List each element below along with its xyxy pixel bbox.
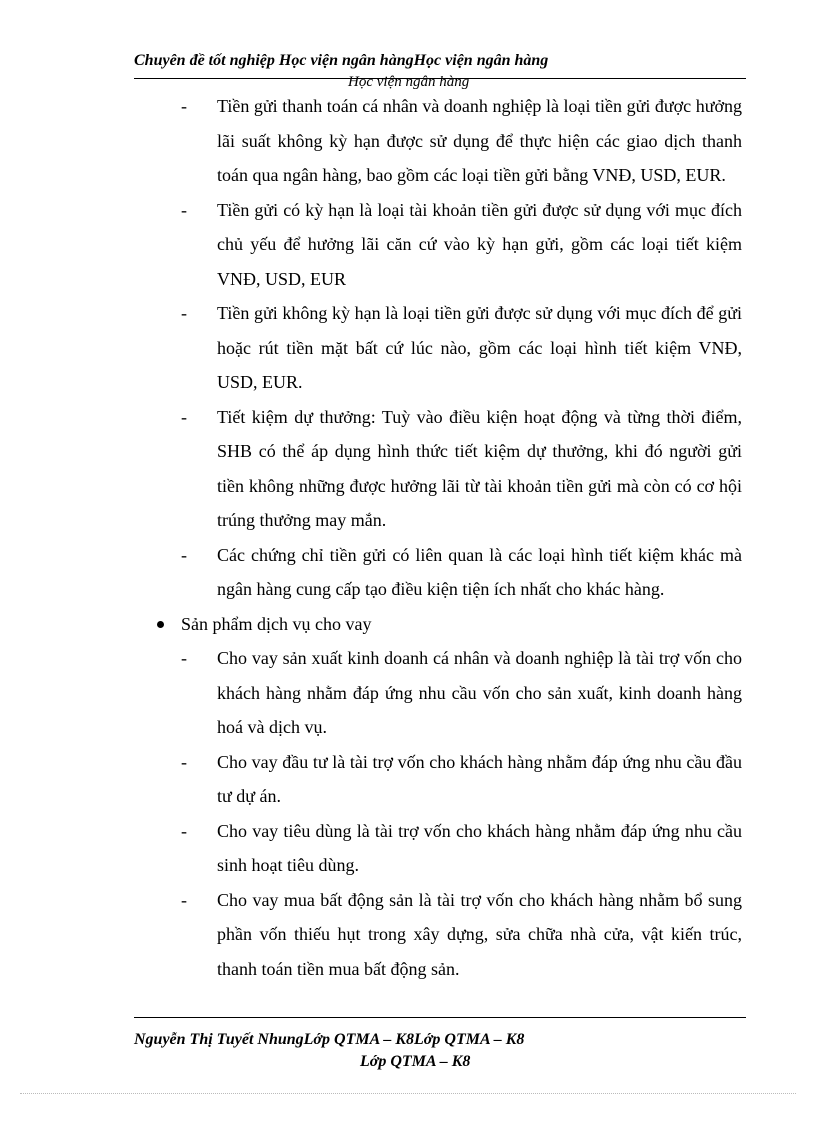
dash-marker: - bbox=[181, 199, 187, 220]
section-heading-loans bbox=[0, 607, 742, 642]
page-footer: Nguyễn Thị Tuyết NhungLớp QTMA – K8Lớp QTMA – K8 bbox=[134, 1031, 525, 1048]
list-item-real-estate-loan bbox=[0, 883, 742, 987]
dash-marker: - bbox=[181, 303, 187, 323]
section-heading-text: Sản phẩm dịch vụ cho vay bbox=[181, 613, 372, 634]
list-item-text: Cho vay sản xuất kinh doanh cá nhân và doanh nghiệp là tài trợ vốn cho khách hàng nhằm đáp ứng nhu cầu vốn cho sản xuất, kinh doanh hàng hoá và dịch vụ. bbox=[217, 648, 742, 737]
bullet-icon bbox=[157, 621, 164, 628]
list-item-non-term-deposit bbox=[0, 296, 742, 400]
dash-marker: - bbox=[181, 96, 187, 116]
list-item-text: Cho vay tiêu dùng là tài trợ vốn cho khách hàng nhằm đáp ứng nhu cầu sinh hoạt tiêu dùng. bbox=[217, 820, 742, 875]
dash-marker: - bbox=[181, 406, 187, 427]
list-item-consumer-loan bbox=[0, 814, 742, 883]
footer-divider bbox=[134, 1017, 746, 1018]
list-item-text: Cho vay đầu tư là tài trợ vốn cho khách hàng nhằm đáp ứng nhu cầu đầu tư dự án. bbox=[217, 751, 742, 806]
list-item-investment-loan bbox=[0, 745, 742, 814]
page-header: Chuyên đề tốt nghiệp Học viện ngân hàngHọc viện ngân hàng bbox=[134, 52, 549, 69]
page-header-subtitle: Học viện ngân hàng bbox=[348, 74, 470, 90]
page-footer-subtitle: Lớp QTMA – K8 bbox=[360, 1053, 471, 1070]
dash-marker: - bbox=[181, 751, 187, 772]
dash-marker: - bbox=[181, 544, 187, 565]
dash-marker: - bbox=[181, 820, 187, 841]
document-body bbox=[0, 89, 816, 986]
page-bottom-divider bbox=[20, 1093, 796, 1094]
list-item-text: Tiền gửi thanh toán cá nhân và doanh nghiệp là loại tiền gửi được hưởng lãi suất không kỳ hạn được sử dụng để thực hiện các giao dịch thanh toán qua ngân hàng, bao gồm các loại tiền gửi bằng VNĐ, USD, EUR. bbox=[217, 96, 742, 185]
list-item-text: Tiền gửi có kỳ hạn là loại tài khoản tiền gửi được sử dụng với mục đích chủ yếu để hưởng lãi căn cứ vào kỳ hạn gửi, gồm các loại tiết kiệm VNĐ, USD, EUR bbox=[217, 199, 742, 289]
dash-marker: - bbox=[181, 648, 187, 668]
list-item-text: Cho vay mua bất động sản là tài trợ vốn cho khách hàng nhằm bổ sung phần vốn thiếu hụt trong xây dựng, sửa chữa nhà cửa, vật kiến trúc, thanh toán tiền mua bất động sản. bbox=[217, 889, 742, 979]
list-item-text: Các chứng chỉ tiền gửi có liên quan là các loại hình tiết kiệm khác mà ngân hàng cung cấp tạo điều kiện tiện ích nhất cho khác hàng. bbox=[217, 544, 742, 599]
list-item-text: Tiết kiệm dự thưởng: Tuỳ vào điều kiện hoạt động và từng thời điểm, SHB có thể áp dụng hình thức tiết kiệm dự thưởng, khi đó người gửi tiền không những được hưởng lãi từ tài khoản tiền gửi mà còn có cơ hội trúng thưởng may mắn. bbox=[217, 406, 742, 530]
list-item-business-loan bbox=[0, 641, 742, 745]
dash-marker: - bbox=[181, 889, 187, 910]
list-item-prize-savings bbox=[0, 400, 742, 538]
list-item-demand-deposit bbox=[0, 89, 742, 193]
list-item-text: Tiền gửi không kỳ hạn là loại tiền gửi được sử dụng với mục đích để gửi hoặc rút tiền mặt bất cứ lúc nào, gồm các loại hình tiết kiệm VNĐ, USD, EUR. bbox=[217, 303, 742, 392]
list-item-deposit-certificates bbox=[0, 538, 742, 607]
list-item-term-deposit bbox=[0, 193, 742, 297]
